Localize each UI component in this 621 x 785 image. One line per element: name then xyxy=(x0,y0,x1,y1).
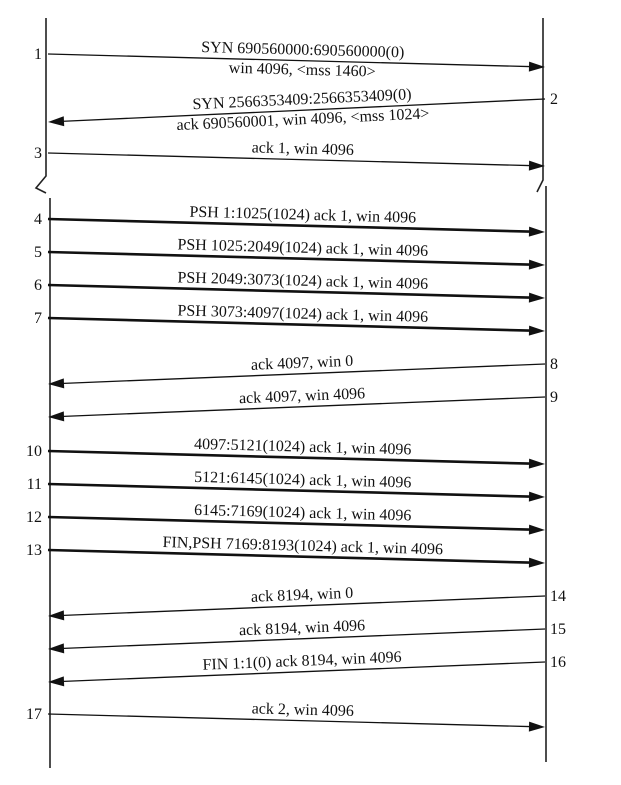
segment-8 xyxy=(48,353,558,389)
segment-number: 7 xyxy=(34,310,42,327)
segment-12 xyxy=(26,502,545,535)
segment-number: 15 xyxy=(550,621,566,638)
segment-label: FIN,PSH 7169:8193(1024) ack 1, win 4096 xyxy=(162,533,444,559)
segment-6 xyxy=(34,269,545,302)
segment-number: 9 xyxy=(550,389,558,406)
segment-5 xyxy=(34,236,545,269)
segment-17 xyxy=(26,700,545,731)
segment-label: 6145:7169(1024) ack 1, win 4096 xyxy=(193,501,412,525)
segment-3 xyxy=(34,139,545,170)
segment-sublabel: ack 690560001, win 4096, <mss 1024> xyxy=(176,105,430,135)
arrowhead xyxy=(529,260,545,270)
segment-number: 3 xyxy=(34,145,42,162)
segment-number: 11 xyxy=(26,476,42,493)
segment-2 xyxy=(48,86,558,134)
segment-label: ack 4097, win 4096 xyxy=(238,385,366,408)
arrowhead xyxy=(529,558,545,568)
segment-label: SYN 690560000:690560000(0) xyxy=(201,39,405,62)
segment-number: 2 xyxy=(550,91,558,108)
segment-label: PSH 2049:3073(1024) ack 1, win 4096 xyxy=(177,269,429,293)
segment-label: ack 8194, win 0 xyxy=(250,584,354,606)
segment-number: 8 xyxy=(550,356,558,373)
segment-label: ack 4097, win 0 xyxy=(250,352,354,374)
segment-15 xyxy=(48,617,566,653)
segment-7 xyxy=(34,302,545,335)
segment-9 xyxy=(48,385,558,421)
segment-number: 14 xyxy=(550,588,566,605)
segment-10 xyxy=(26,436,545,469)
segment-number: 17 xyxy=(26,706,42,723)
arrowhead xyxy=(529,492,545,502)
segment-number: 10 xyxy=(26,443,42,460)
segment-16 xyxy=(48,649,566,687)
left-timeline-upper xyxy=(36,18,46,193)
arrowhead xyxy=(529,293,545,303)
segment-number: 6 xyxy=(34,277,42,294)
segment-label: ack 8194, win 4096 xyxy=(238,617,366,640)
segment-label: 5121:6145(1024) ack 1, win 4096 xyxy=(193,468,412,492)
arrowhead xyxy=(529,326,545,336)
segment-list xyxy=(26,39,566,732)
segment-number: 5 xyxy=(34,244,42,261)
segment-label: ack 1, win 4096 xyxy=(251,139,355,159)
segment-label: ack 2, win 4096 xyxy=(251,700,355,720)
segment-number: 1 xyxy=(34,46,42,63)
segment-4 xyxy=(34,204,545,237)
segment-label: PSH 1:1025(1024) ack 1, win 4096 xyxy=(189,203,417,227)
arrowhead xyxy=(529,722,545,732)
segment-label: 4097:5121(1024) ack 1, win 4096 xyxy=(193,435,412,459)
segment-13 xyxy=(26,534,545,568)
segment-11 xyxy=(27,469,545,502)
arrowhead xyxy=(48,116,64,126)
arrowhead xyxy=(529,227,545,237)
segment-label: PSH 3073:4097(1024) ack 1, win 4096 xyxy=(177,302,429,326)
arrowhead xyxy=(529,525,545,535)
segment-number: 16 xyxy=(550,654,566,671)
arrowhead xyxy=(529,459,545,469)
segment-label: PSH 1025:2049(1024) ack 1, win 4096 xyxy=(177,236,429,260)
segment-sublabel: win 4096, <mss 1460> xyxy=(228,59,376,81)
segment-label: FIN 1:1(0) ack 8194, win 4096 xyxy=(202,648,402,674)
segment-number: 13 xyxy=(26,542,42,559)
segment-14 xyxy=(48,585,566,621)
segment-1 xyxy=(34,39,545,81)
segment-number: 12 xyxy=(26,509,42,526)
segment-label: SYN 2566353409:2566353409(0) xyxy=(192,86,412,114)
segment-number: 4 xyxy=(34,211,42,228)
